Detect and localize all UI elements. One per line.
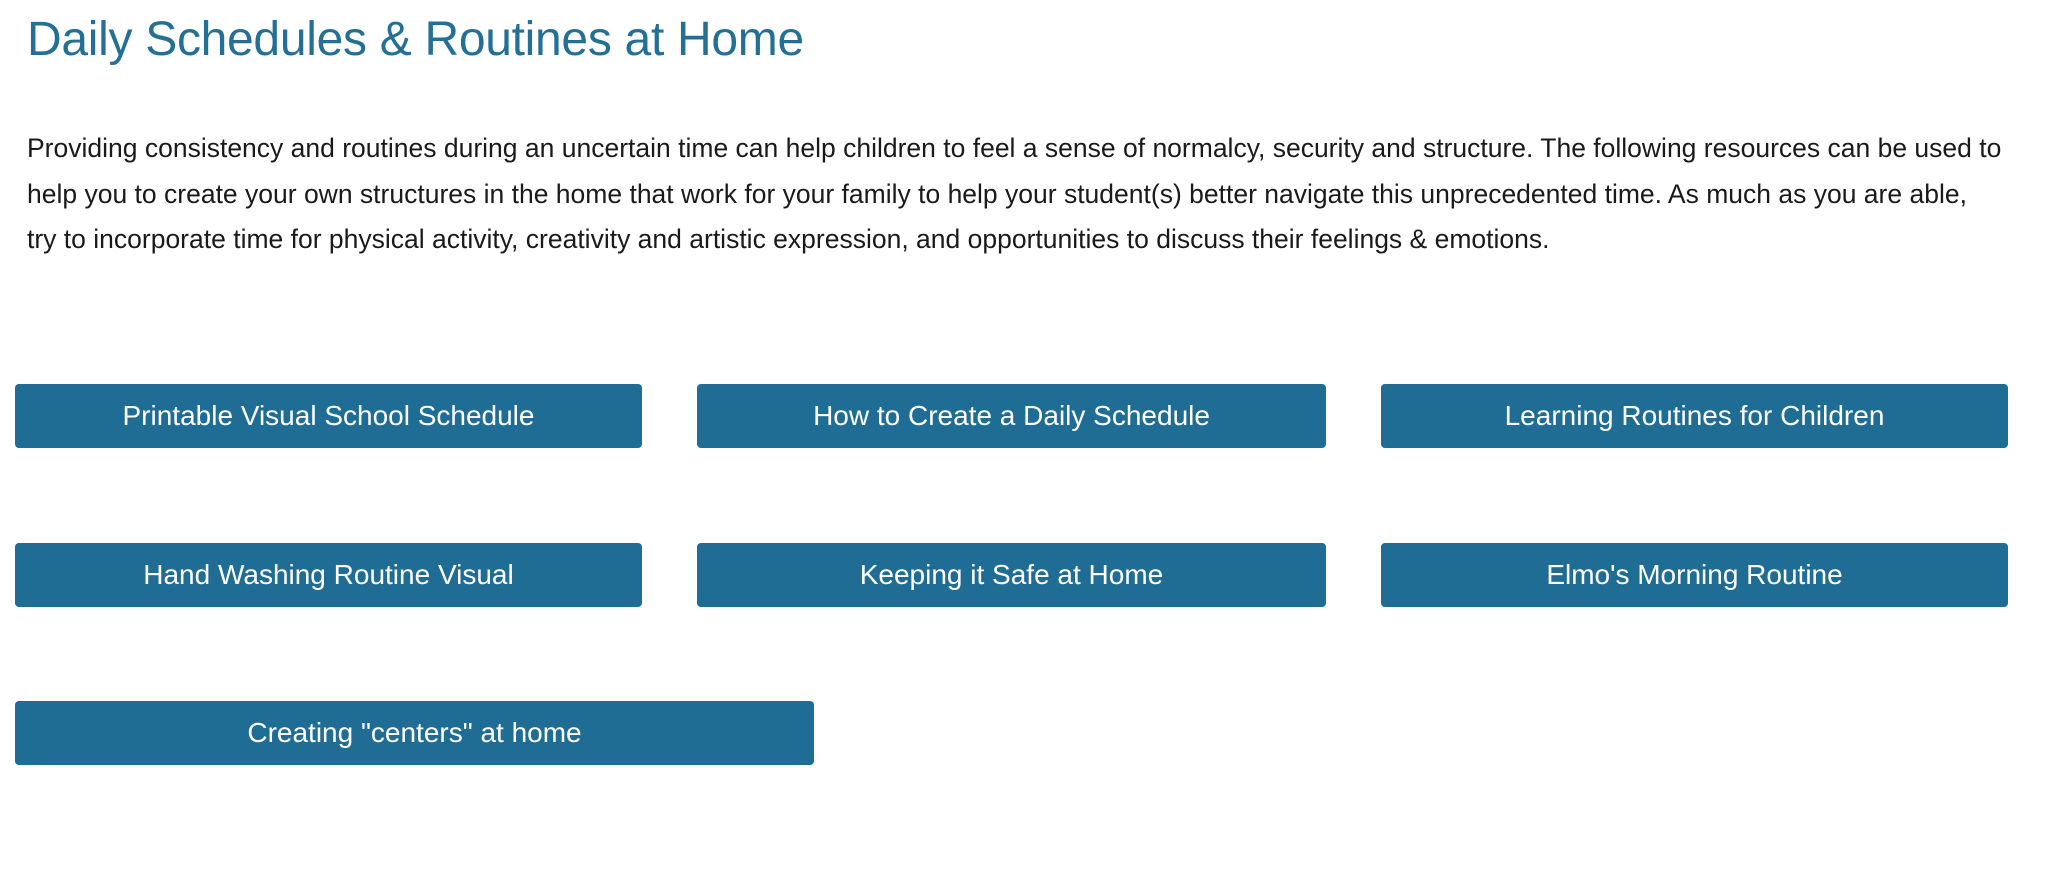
creating-centers-button[interactable]: Creating "centers" at home [15, 701, 814, 765]
hand-washing-routine-button[interactable]: Hand Washing Routine Visual [15, 543, 642, 607]
create-daily-schedule-button[interactable]: How to Create a Daily Schedule [697, 384, 1326, 448]
keeping-safe-at-home-button[interactable]: Keeping it Safe at Home [697, 543, 1326, 607]
page-title: Daily Schedules & Routines at Home [27, 13, 804, 66]
intro-paragraph: Providing consistency and routines during an uncertain time can help children to feel a sense of normalcy, security and structure. The following resources can be used to help you to create your own structures in the home that work for your family to help your student(s) better navigate this unprecedented time. As much as you are able, try to incorporate time for physical activity, creativity and artistic expression, and opportunities to discuss their feelings & emotions. [27, 133, 2002, 254]
elmos-morning-routine-button[interactable]: Elmo's Morning Routine [1381, 543, 2008, 607]
learning-routines-button[interactable]: Learning Routines for Children [1381, 384, 2008, 448]
printable-visual-school-schedule-button[interactable]: Printable Visual School Schedule [15, 384, 642, 448]
